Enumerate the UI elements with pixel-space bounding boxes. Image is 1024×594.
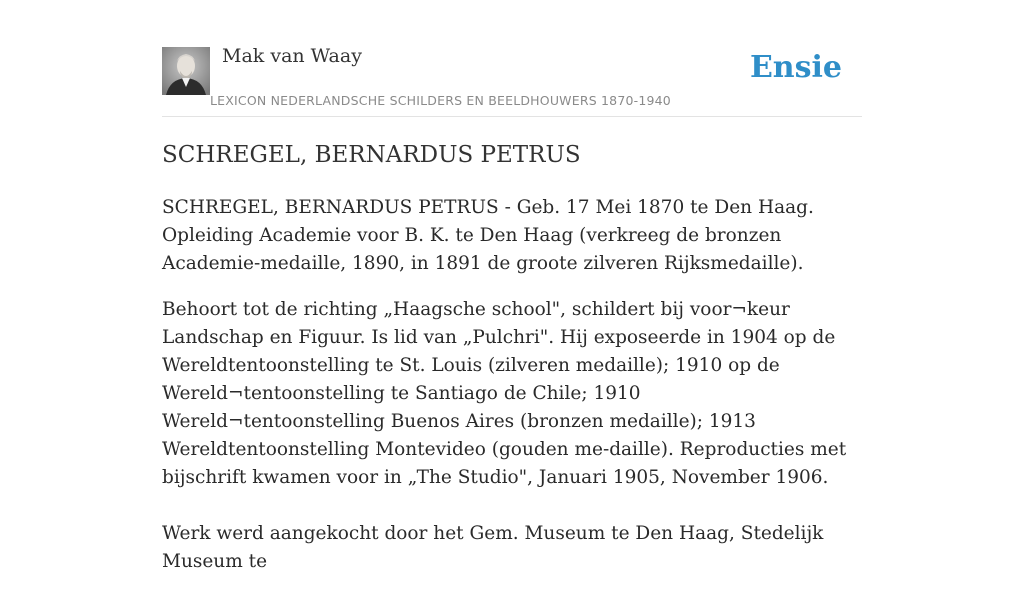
portrait-icon	[162, 47, 210, 95]
article-title: SCHREGEL, BERNARDUS PETRUS	[162, 142, 581, 168]
article	[162, 138, 864, 594]
article-paragraph: Behoort tot de richting „Haagsche school", schildert bij voor¬keur Landschap en Figuur. Is lid van „Pulchri". Hij exposeerde in 1904 op de Wereldtentoonstelling te St. Louis (zilveren medaille); 1910 op de Wereld¬tentoonstelling te Santiago de Chile; 1910 Wereld¬tentoonstelling Buenos Aires (bronzen medaille); 1913 Wereldtentoonstelling Montevideo (gouden me-daille). Reproducties met bijschrift kwamen voor in „The Studio", Januari 1905, November 1906.	[162, 299, 847, 488]
avatar[interactable]	[162, 47, 210, 95]
source-title[interactable]: LEXICON NEDERLANDSCHE SCHILDERS EN BEELDHOUWERS 1870-1940	[210, 93, 671, 108]
header	[162, 0, 862, 117]
article-paragraph: Werk werd aangekocht door het Gem. Museum te Den Haag, Stedelijk Museum te	[162, 523, 824, 572]
author-name[interactable]: Mak van Waay	[222, 45, 362, 67]
brand-logo[interactable]: Ensie	[749, 50, 842, 85]
article-paragraph: SCHREGEL, BERNARDUS PETRUS - Geb. 17 Mei 1870 te Den Haag. Opleiding Academie voor B. K. te Den Haag (verkreeg de bronzen Academie-medaille, 1890, in 1891 de groote zilveren Rijksmedaille).	[162, 197, 814, 274]
